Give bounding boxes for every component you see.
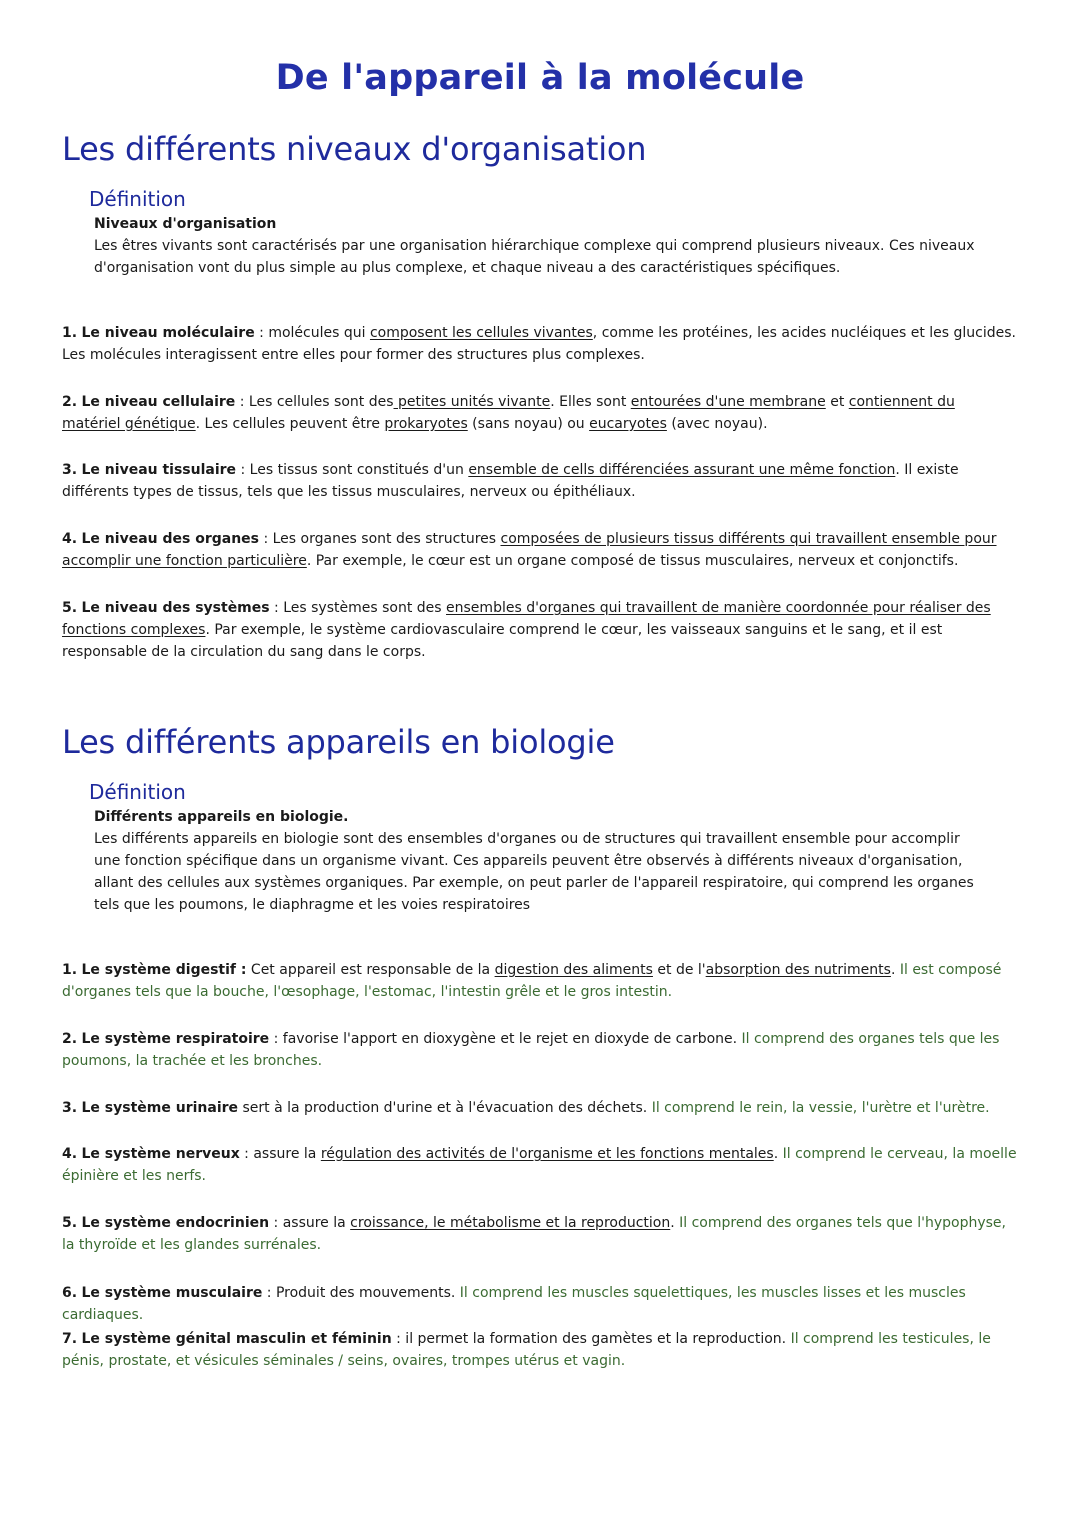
- section-heading-appareils: Les différents appareils en biologie: [62, 723, 615, 761]
- level-item-systems: 5. Le niveau des systèmes : Les systèmes sont des ensembles d'organes qui travaillent de manière coordonnée pour réaliser des fonctions complexes. Par exemple, le système cardiovasculaire comprend le cœur, les vaisseaux sanguins et le sang, et il est responsable de la circulation du sang dans le corps.: [62, 600, 991, 660]
- section-heading-organisation: Les différents niveaux d'organisation: [62, 130, 647, 168]
- system-item-urinaire: 3. Le système urinaire sert à la production d'urine et à l'évacuation des déchets. Il comprend le rein, la vessie, l'urètre et l'urètre.: [62, 1100, 990, 1116]
- level-item-tissue: 3. Le niveau tissulaire : Les tissus sont constitués d'un ensemble de cells différenciées assurant une même fonction. Il existe différents types de tissus, tels que les tissus musculaires, nerveux ou épithéliaux.: [62, 462, 959, 500]
- system-item-genital: 7. Le système génital masculin et féminin : il permet la formation des gamètes et la reproduction. Il comprend les testicules, le pénis, prostate, et vésicules séminales / seins, ovaires, trompes utérus et vagin.: [62, 1331, 991, 1369]
- level-item-cellular: 2. Le niveau cellulaire : Les cellules sont des petites unités vivante. Elles sont entourées d'une membrane et contiennent du matériel génétique. Les cellules peuvent être prokaryotes (sans noyau) ou eucaryotes (avec noyau).: [62, 394, 955, 432]
- system-item-endocrinien: 5. Le système endocrinien : assure la croissance, le métabolisme et la reproduction. Il comprend des organes tels que l'hypophyse, la thyroïde et les glandes surrénales.: [62, 1215, 1006, 1253]
- definition-term: Différents appareils en biologie.: [94, 809, 349, 825]
- level-item-molecular: 1. Le niveau moléculaire : molécules qui composent les cellules vivantes, comme les protéines, les acides nucléiques et les glucides. Les molécules interagissent entre elles pour former des structures plus complexes.: [62, 325, 1017, 363]
- system-item-nerveux: 4. Le système nerveux : assure la régulation des activités de l'organisme et les fonctions mentales. Il comprend le cerveau, la moelle épinière et les nerfs.: [62, 1146, 1017, 1184]
- page-title: De l'appareil à la molécule: [275, 58, 805, 98]
- definition-label: Définition: [89, 780, 186, 804]
- definition-text: Les différents appareils en biologie sont des ensembles d'organes ou de structures qui travaillent ensemble pour accomplir une fonction spécifique dans un organisme vivant. Ces appareils peuvent être observés à différents niveaux d'organisation, allant des cellules aux systèmes organiques. Par exemple, on peut parler de l'appareil respiratoire, qui comprend les organes tels que les poumons, le diaphragme et les voies respiratoires: [94, 831, 974, 913]
- definition-text: Les êtres vivants sont caractérisés par une organisation hiérarchique complexe qui comprend plusieurs niveaux. Ces niveaux d'organisation vont du plus simple au plus complexe, et chaque niveau a des caractéristiques spécifiques.: [94, 238, 975, 276]
- definition-box-organisation: [89, 186, 989, 279]
- definition-box-appareils: [89, 779, 989, 916]
- system-item-respiratoire: 2. Le système respiratoire : favorise l'apport en dioxygène et le rejet en dioxyde de carbone. Il comprend des organes tels que les poumons, la trachée et les bronches.: [62, 1031, 1000, 1069]
- definition-term: Niveaux d'organisation: [94, 216, 277, 232]
- system-item-musculaire: 6. Le système musculaire : Produit des mouvements. Il comprend les muscles squelettiques, les muscles lisses et les muscles cardiaques.: [62, 1285, 966, 1323]
- definition-label: Définition: [89, 187, 186, 211]
- system-item-digestif: 1. Le système digestif : Cet appareil est responsable de la digestion des aliments et de l'absorption des nutriments. Il est composé d'organes tels que la bouche, l'œsophage, l'estomac, l'intestin grêle et le gros intestin.: [62, 962, 1002, 1000]
- level-item-organs: 4. Le niveau des organes : Les organes sont des structures composées de plusieurs tissus différents qui travaillent ensemble pour accomplir une fonction particulière. Par exemple, le cœur est un organe composé de tissus musculaires, nerveux et conjonctifs.: [62, 531, 997, 569]
